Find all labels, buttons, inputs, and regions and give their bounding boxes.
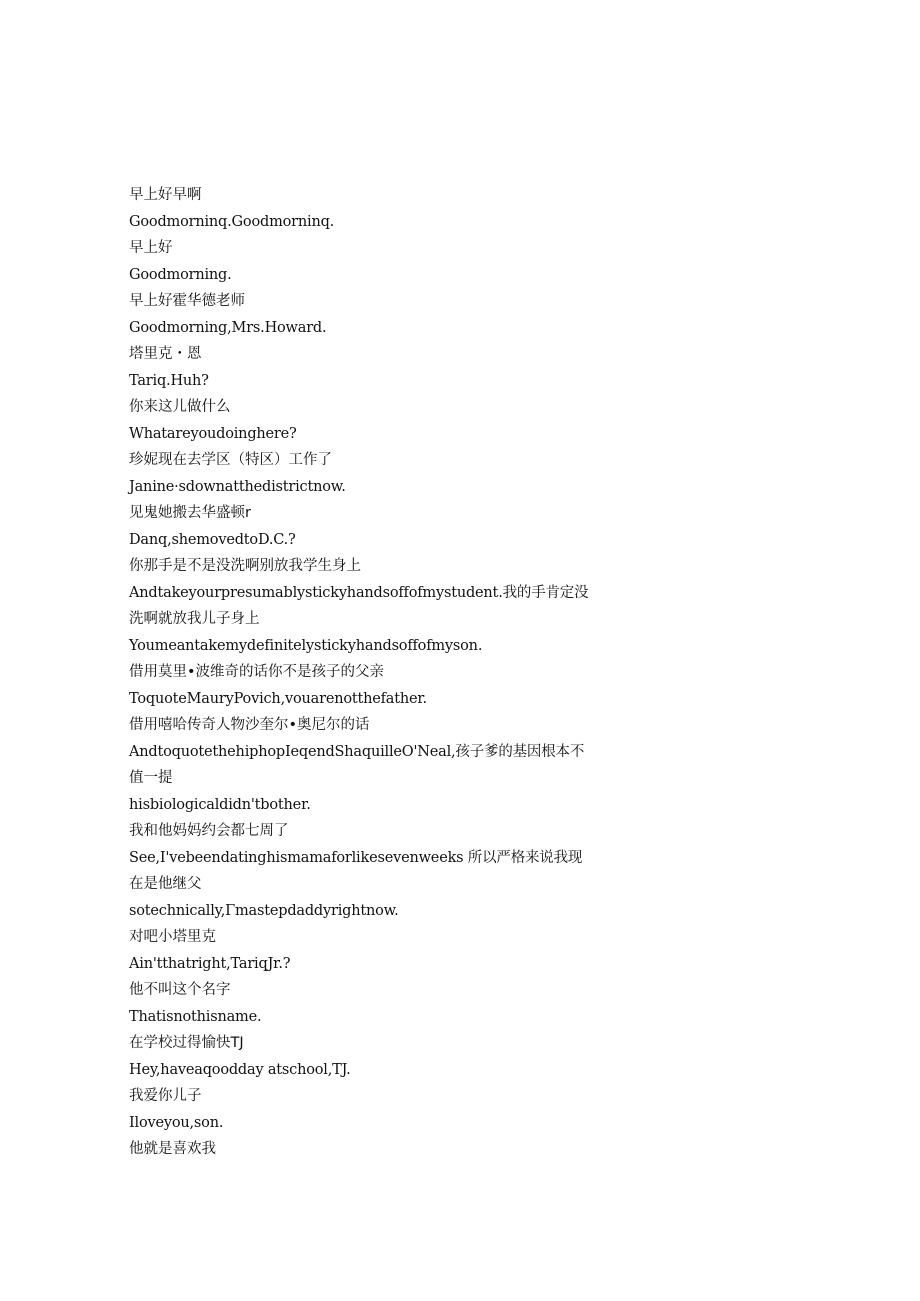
subtitle-line-en: Janine·sdownatthedistrictnow. <box>129 478 346 495</box>
subtitle-line-zh: 早上好早啊 <box>129 187 202 203</box>
subtitle-line-en: Goodmorning,Mrs.Howard. <box>129 319 327 336</box>
subtitle-line-zh: 你来这儿做什么 <box>129 399 231 415</box>
subtitle-line-zh: 见鬼她搬去华盛顿r <box>129 505 251 521</box>
subtitle-line-zh: 在是他继父 <box>129 876 202 892</box>
subtitle-line-en: Ain'tthatright,TariqJr.? <box>129 955 291 972</box>
subtitle-line-en: hisbiologicaldidn'tbother. <box>129 796 311 813</box>
subtitle-line-en: Danq,shemovedtoD.C.? <box>129 531 296 548</box>
subtitle-line-en: Goodmorninq.Goodmorninq. <box>129 213 335 230</box>
subtitle-line-zh: 对吧小塔里克 <box>129 929 216 945</box>
subtitle-line-en: Youmeantakemydefinitelystickyhandsoffofmyson. <box>129 637 483 654</box>
subtitle-line-en-mixed: See,I'vebeendatinghismamaforlikesevenweeks 所以严格来说我现 <box>129 849 583 866</box>
subtitle-line-zh: 在学校过得愉快TJ <box>129 1035 244 1051</box>
subtitle-line-en-mixed: AndtoquotethehiphopIeqendShaquilleO'Neal,孩子爹的基因根本不 <box>129 743 585 760</box>
subtitle-line-zh: 我和他妈妈约会都七周了 <box>129 823 289 839</box>
subtitle-line-en: Tariq.Huh? <box>129 372 209 389</box>
subtitle-line-zh: 值一提 <box>129 770 173 786</box>
subtitle-line-zh: 借用莫里•波维奇的话你不是孩子的父亲 <box>129 664 385 680</box>
subtitle-line-zh: 早上好霍华德老师 <box>129 293 245 309</box>
subtitle-line-zh: 珍妮现在去学区（特区）工作了 <box>129 452 332 468</box>
subtitle-line-en: Iloveyou,son. <box>129 1114 224 1131</box>
subtitle-transcript <box>129 182 589 1163</box>
subtitle-line-zh: 塔里克・恩 <box>129 346 202 362</box>
subtitle-line-zh: 他不叫这个名字 <box>129 982 231 998</box>
subtitle-line-zh: 我爱你儿子 <box>129 1088 202 1104</box>
subtitle-line-zh: 早上好 <box>129 240 173 256</box>
subtitle-line-en: Goodmorning. <box>129 266 232 283</box>
subtitle-line-en: Whatareyoudoinghere? <box>129 425 297 442</box>
subtitle-line-zh: 洗啊就放我儿子身上 <box>129 611 260 627</box>
subtitle-line-en: sotechnically,Γmastepdaddyrightnow. <box>129 902 399 919</box>
subtitle-line-zh: 借用嘻哈传奇人物沙奎尔•奥尼尔的话 <box>129 717 370 733</box>
subtitle-line-en: Thatisnothisname. <box>129 1008 262 1025</box>
subtitle-line-zh: 他就是喜欢我 <box>129 1141 216 1157</box>
subtitle-line-en: ToquoteMauryPovich,vouarenotthefather. <box>129 690 427 707</box>
subtitle-line-en: Hey,haveaqoodday atschool,TJ. <box>129 1061 351 1078</box>
subtitle-line-en-mixed: Andtakeyourpresumablystickyhandsoffofmystudent.我的手肯定没 <box>129 584 589 601</box>
subtitle-line-zh: 你那手是不是没洗啊别放我学生身上 <box>129 558 361 574</box>
